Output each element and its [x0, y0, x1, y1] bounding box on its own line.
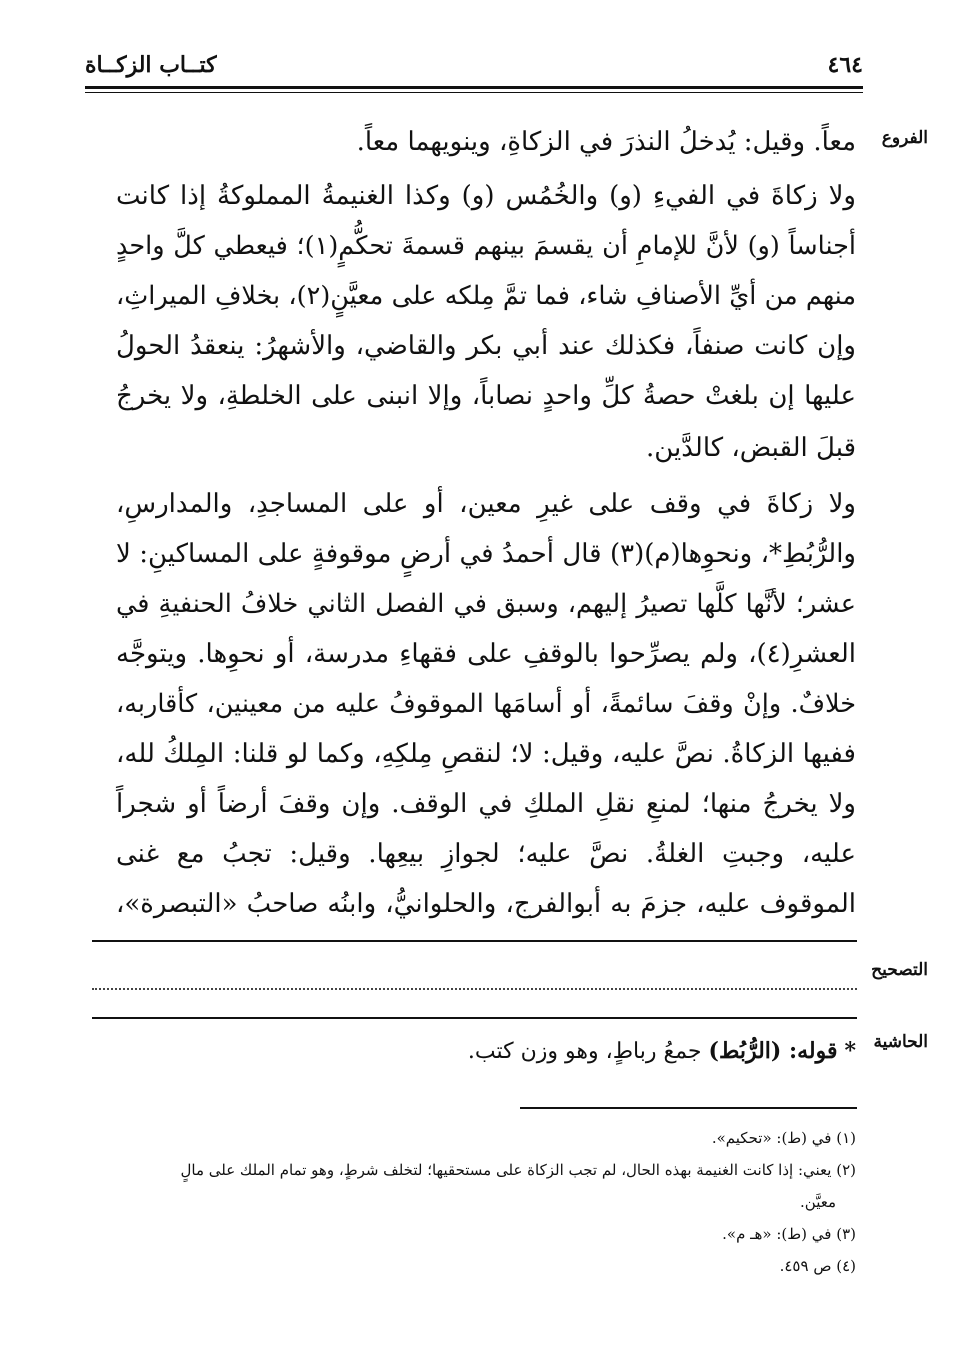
- tashih-dotted-line: [92, 976, 857, 990]
- section-rule: [92, 1017, 857, 1019]
- text-line: والرُّبُطِ*، ونحوِها(م)(٣) قال أحمدُ في أرضٍ موقوفةٍ على المساكينِ: لا: [116, 539, 856, 569]
- hashiya-quote: قوله: (الرُّبُط): [708, 1038, 838, 1064]
- footnote: (٢) يعني: إذا كانت الغنيمة بهذه الحال، لم تجب الزكاة على مستحقيها؛ لتخلف شرطٍ، وهو تمام الملك على مالٍ: [180, 1161, 856, 1179]
- book-title: كتــاب الزكــاة: [85, 52, 217, 78]
- text-line: معاً. وقيل: يُدخلُ النذرَ في الزكاةِ، وينويهما معاً.: [356, 127, 856, 157]
- text-line: عشر؛ لأنَّها كلَّها تصيرُ إليهم، وسبق في الفصل الثاني خلافُ الحنفيةِ في: [116, 589, 856, 619]
- text-line: ولا زكاةَ في وقف على غيرِ معين، أو على المساجدِ، والمدارسِ،: [116, 489, 856, 519]
- page-number: ٤٦٤: [827, 52, 863, 78]
- hashiya-text: جمعُ رباطٍ، وهو وزن كتب.: [467, 1039, 702, 1064]
- footnote: (٤) ص ٤٥٩.: [779, 1257, 856, 1275]
- footnote: (٣) في (ط): «هـ م».: [722, 1225, 856, 1243]
- text-line: ولا يخرجُ منها؛ لمنعِ نقلِ الملكِ في الوقف. وإن وقفَ أرضاً أو شجراً: [116, 789, 856, 819]
- margin-label-tashih: التصحيح: [871, 960, 928, 980]
- section-rule: [92, 940, 857, 942]
- text-line: ففيها الزكاةُ. نصَّ عليه، وقيل: لا؛ لنقصِ مِلكِهِ، وكما لو قلنا: المِلكُ لله،: [116, 739, 856, 769]
- text-line: عليها إن بلغتْ حصةُ كلِّ واحدٍ نصاباً، وإلا انبنى على الخلطةِ، ولا يخرجُ: [116, 381, 856, 411]
- page-header: [85, 52, 863, 84]
- margin-label-hashiya: الحاشية: [873, 1032, 928, 1052]
- text-line: قبلَ القبض، كالدَّين.: [645, 433, 856, 463]
- header-rule-thin: [85, 92, 863, 93]
- hashiya-note: [468, 1038, 856, 1064]
- text-line: منهم من أيِّ الأصنافِ شاء، فما تمَّ مِلكه على معيَّنٍ(٢)، بخلافِ الميراثِ،: [116, 281, 856, 311]
- text-line: الموقوف عليه، جزمَ به أبوالفرج، والحلوانيُّ، وابنُه صاحبُ «التبصرة»،: [116, 889, 856, 919]
- footnote-rule: [520, 1107, 857, 1109]
- text-line: العشرِ(٤)، ولم يصرِّحوا بالوقفِ على فقهاءِ مدرسة، أو نحوِها. ويتوجَّه: [116, 639, 856, 669]
- margin-label-furu: الفروع: [881, 128, 928, 148]
- text-line: خلافٌ. وإنْ وقفَ سائمةً، أو أسامَها الموقوفُ عليه من معينين، كأقاربه،: [116, 689, 856, 719]
- text-line: وإن كانت صنفاً، فكذلك عند أبي بكر والقاضي، والأشهرُ: ينعقدُ الحولُ: [116, 331, 856, 361]
- text-line: ولا زكاةَ في الفيءِ (و) والخُمُس (و) وكذا الغنيمةُ المملوكةُ إذا كانت: [116, 181, 856, 211]
- text-line: أجناساً (و) لأنَّ للإمامِ أن يقسمَ بينهم قسمةَ تحكُّمٍ(١)؛ فيعطي كلَّ واحدٍ: [116, 231, 856, 261]
- footnote: (١) في (ط): «تحكيم».: [711, 1129, 856, 1147]
- star-marker: *: [844, 1038, 856, 1064]
- text-line: عليه، وجبتِ الغلةُ. نصَّ عليه؛ لجوازِ بيعِها. وقيل: تجبُ مع غنى: [116, 839, 856, 869]
- header-rule: [85, 86, 863, 89]
- footnote-continuation: معيَّن.: [800, 1193, 836, 1211]
